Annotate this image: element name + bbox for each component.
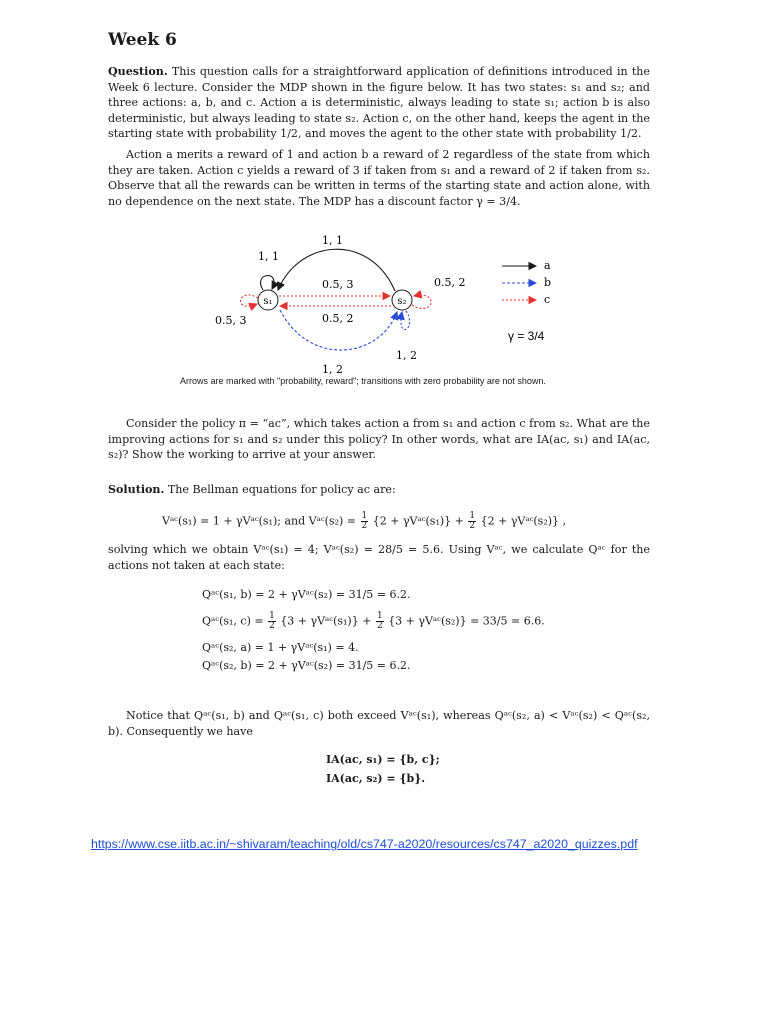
state-s2 (392, 290, 412, 310)
svg-text:b: b (544, 276, 552, 289)
source-link[interactable]: https://www.cse.iitb.ac.in/~shivaram/teaching/old/cs747-a2020/resources/cs747_a2020_quizzes.pdf (91, 837, 638, 851)
figure-caption: Arrows are marked with "probability, reward"; transitions with zero probability are not shown. (180, 376, 546, 386)
label-bottom-arc: 1, 2 (322, 363, 343, 376)
solving-paragraph: solving which we obtain Vᵃᶜ(s₁) = 4; Vᵃᶜ(s₂) = 28/5 = 5.6. Using Vᵃᶜ, we calculate Qᵃᶜ for the actions not taken at each state: (108, 543, 650, 572)
svg-text:a: a (544, 259, 551, 272)
legend (502, 259, 551, 306)
solution-intro (108, 482, 650, 498)
label-left: 0.5, 3 (215, 314, 247, 327)
bellman-frac-2: $\frac{1}{2}$ (469, 511, 476, 531)
svg-text:c: c (544, 293, 551, 306)
question-paragraph (108, 64, 650, 142)
ia-s2: IA(ac, s₂) = {b}. (326, 772, 426, 785)
bellman-equations (162, 512, 566, 531)
rewards-paragraph: Action a merits a reward of 1 and action b a reward of 2 regardless of the state from which they are taken. Action c yields a reward of 3 if taken from s₁ and a reward of 2 if taken from s₂. Observe that all the rewards can be written in terms of the starting state and action alone, with no dependence on the next state. The MDP has a discount factor γ = 3/4. (108, 148, 650, 208)
state-s1 (258, 290, 278, 310)
solution-label: Solution. (108, 483, 165, 496)
svg-text:s₁: s₁ (263, 296, 273, 307)
gamma-label: γ = 3/4 (508, 329, 545, 343)
policy-paragraph: Consider the policy π = “ac”, which takes action a from s₁ and action c from s₂. What are the improving actions for s₁ and s₂ under this policy? In other words, what are IA(ac, s₁) and IA(ac, s₂)? Show the working to arrive at your answer. (108, 417, 650, 462)
label-bottom-loop: 1, 2 (396, 349, 417, 362)
arrow-b-s2-self-loop (401, 311, 410, 330)
bellman-term-1: {2 + γVᵃᶜ(s₁)} + (372, 514, 464, 528)
mdp-diagram (0, 228, 768, 378)
notice-paragraph: Notice that Qᵃᶜ(s₁, b) and Qᵃᶜ(s₁, c) both exceed Vᵃᶜ(s₁), whereas Qᵃᶜ(s₂, a) < Vᵃᶜ(s₂) < Qᵃᶜ(s₂, b). Consequently we have (108, 709, 650, 738)
label-top-loop: 1, 1 (258, 250, 279, 263)
question-text: This question calls for a straightforward application of definitions introduced in the Week 6 lecture. Consider the MDP shown in the figure below. It has two states: s₁ and s₂; and three actions: a, b, and c. Action a is deterministic, always leading to state s₁; action b is also deterministic, but always leading to state s₂. Action c, on the other hand, keeps the agent in the starting state with probability 1/2, and moves the agent to the other state with probability 1/2. (108, 65, 650, 141)
label-mid-lower: 0.5, 2 (322, 312, 354, 325)
page-title: Week 6 (108, 30, 177, 50)
bellman-term-2: {2 + γVᵃᶜ(s₂)} , (480, 514, 567, 528)
q-s1-b: Qᵃᶜ(s₁, b) = 2 + γVᵃᶜ(s₂) = 31/5 = 6.2. (202, 588, 411, 601)
ia-s1: IA(ac, s₁) = {b, c}; (326, 753, 440, 766)
q-s1-c: Qᵃᶜ(s₁, c) = $\frac{1}{2}$ {3 + γVᵃᶜ(s₁)} + $\frac{1}{2}$ {3 + γVᵃᶜ(s₂)} = 33/5 = 6.6. (202, 611, 545, 631)
svg-text:s₂: s₂ (397, 296, 407, 307)
label-top-arc: 1, 1 (322, 234, 343, 247)
arrow-c-s2-self-loop (412, 295, 431, 308)
bellman-left: Vᵃᶜ(s₁) = 1 + γVᵃᶜ(s₁); and Vᵃᶜ(s₂) = (162, 514, 356, 528)
solution-intro-text: The Bellman equations for policy ac are: (167, 483, 396, 496)
q-s2-b: Qᵃᶜ(s₂, b) = 2 + γVᵃᶜ(s₂) = 31/5 = 6.2. (202, 659, 411, 672)
q-s2-a: Qᵃᶜ(s₂, a) = 1 + γVᵃᶜ(s₁) = 4. (202, 641, 359, 654)
label-mid-upper: 0.5, 3 (322, 278, 354, 291)
bellman-frac-1: $\frac{1}{2}$ (361, 511, 368, 531)
arrow-a-self-loop (261, 276, 275, 290)
question-label: Question. (108, 65, 168, 78)
label-right: 0.5, 2 (434, 276, 466, 289)
arrow-c-s1-self-loop (241, 295, 258, 306)
